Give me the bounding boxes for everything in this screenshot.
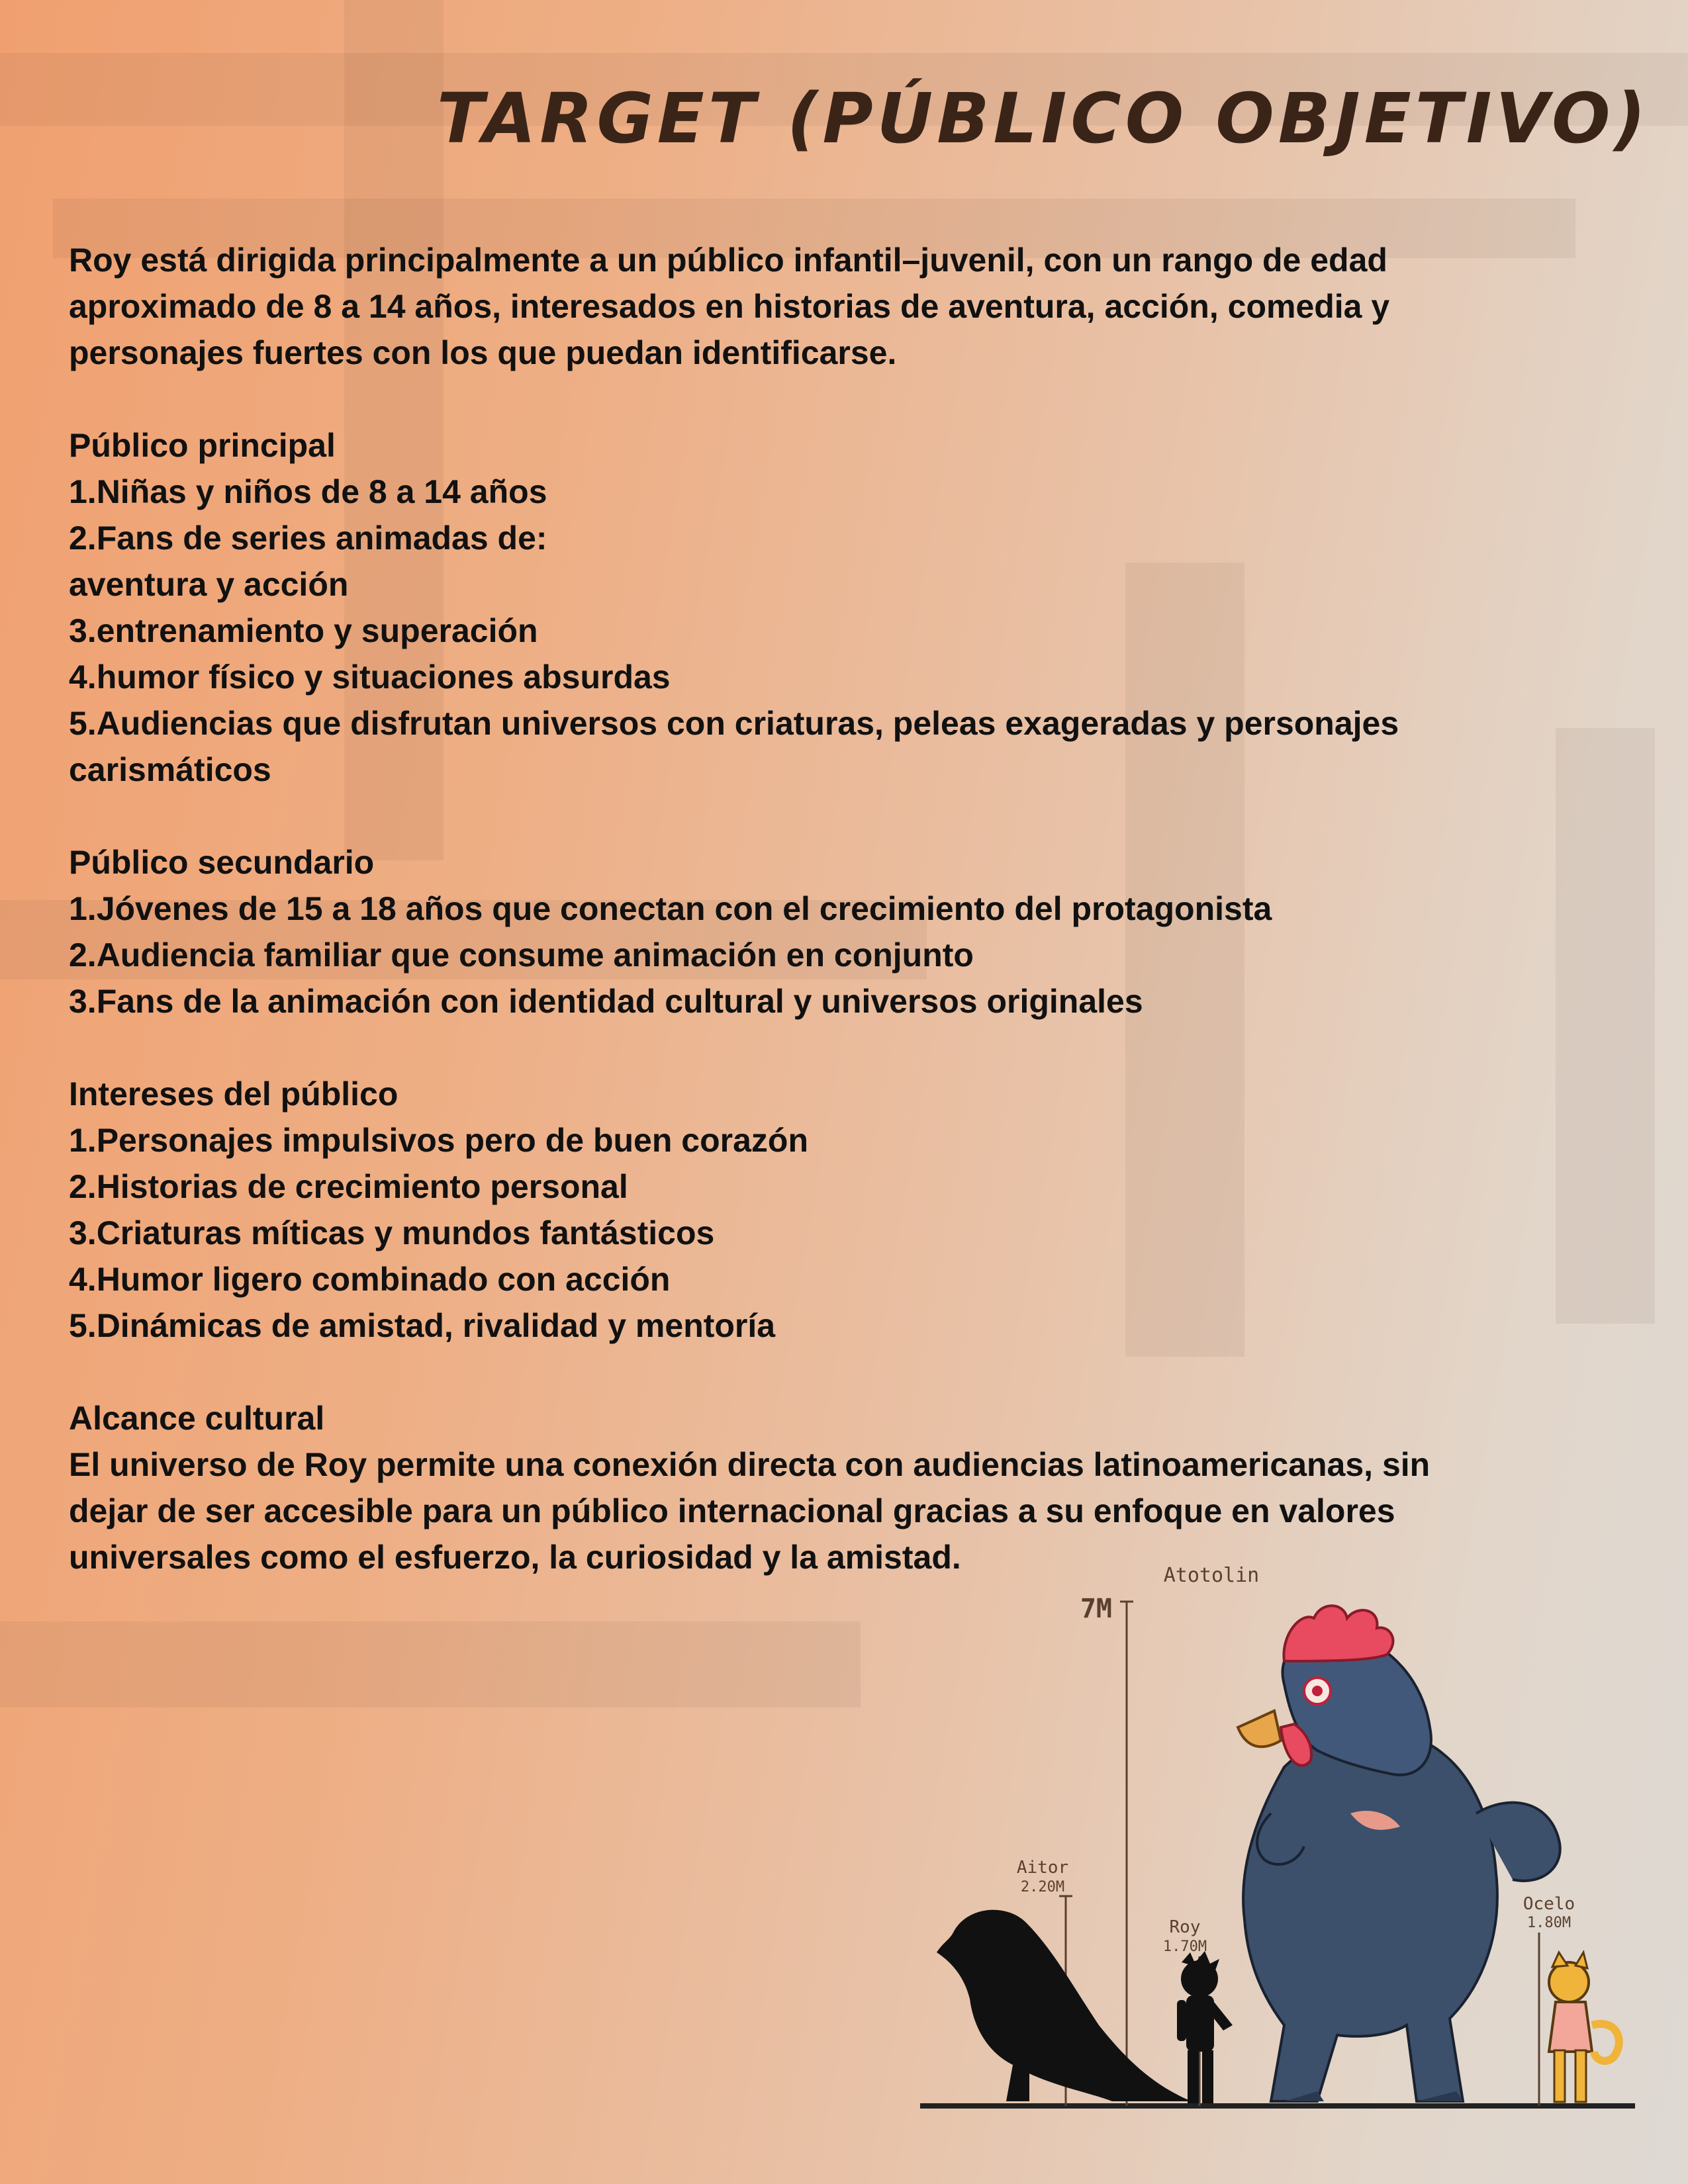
character-name-ocelo: Ocelo <box>1523 1894 1575 1914</box>
character-height-ocelo: 1.80M <box>1526 1915 1571 1931</box>
paragraph-line: El universo de Roy permite una conexión directa con audiencias latinoamericanas, sin <box>69 1446 1430 1483</box>
roy-silhouette <box>1177 1951 1233 2103</box>
character-name-atotolin: Atotolin <box>1163 1564 1260 1587</box>
section-heading: Intereses del público <box>69 1075 399 1113</box>
list-item: 3.Criaturas míticas y mundos fantásticos <box>69 1214 715 1251</box>
section-heading: Alcance cultural <box>69 1400 325 1437</box>
list-item: 2.Audiencia familiar que consume animación en conjunto <box>69 936 974 974</box>
list-item: 5.Audiencias que disfrutan universos con criaturas, peleas exageradas y personajes <box>69 705 1399 742</box>
character-height-aitor: 2.20M <box>1020 1879 1065 1895</box>
paragraph-line: universales como el esfuerzo, la curiosidad y la amistad. <box>69 1539 961 1576</box>
intro-paragraph <box>69 237 1591 376</box>
list-item: 5.Dinámicas de amistad, rivalidad y mentoría <box>69 1307 776 1344</box>
ocelo-illustration <box>1549 1952 1619 2102</box>
section-alcance-cultural <box>69 1395 1591 1580</box>
list-item: aventura y acción <box>69 566 349 603</box>
section-publico-secundario <box>69 839 1591 1024</box>
section-heading: Público secundario <box>69 844 375 881</box>
intro-line: Roy está dirigida principalmente a un público infantil–juvenil, con un rango de edad <box>69 242 1387 279</box>
list-item: 4.Humor ligero combinado con acción <box>69 1261 671 1298</box>
section-intereses <box>69 1071 1591 1349</box>
paragraph-line: dejar de ser accesible para un público internacional gracias a su enfoque en valores <box>69 1492 1395 1529</box>
list-item: 4.humor físico y situaciones absurdas <box>69 659 671 696</box>
atotolin-rooster-illustration <box>1238 1606 1560 2101</box>
aitor-silhouette <box>937 1910 1192 2101</box>
scale-label: 7M <box>1080 1594 1112 1624</box>
character-name-roy: Roy <box>1169 1917 1201 1937</box>
list-item: carismáticos <box>69 751 271 788</box>
list-item: 2.Historias de crecimiento personal <box>69 1168 628 1205</box>
list-item: 3.Fans de la animación con identidad cultural y universos originales <box>69 983 1143 1020</box>
list-item: 1.Jóvenes de 15 a 18 años que conectan con el crecimiento del protagonista <box>69 890 1272 927</box>
section-heading: Público principal <box>69 427 336 464</box>
intro-line: aproximado de 8 a 14 años, interesados en historias de aventura, acción, comedia y <box>69 288 1390 325</box>
list-item: 2.Fans de series animadas de: <box>69 520 547 557</box>
character-size-chart <box>914 1562 1648 2144</box>
intro-line: personajes fuertes con los que puedan identificarse. <box>69 334 897 371</box>
character-height-roy: 1.70M <box>1162 1938 1207 1955</box>
page-title: TARGET (PÚBLICO OBJETIVO) <box>437 78 1650 159</box>
list-item: 3.entrenamiento y superación <box>69 612 538 649</box>
list-item: 1.Niñas y niños de 8 a 14 años <box>69 473 547 510</box>
character-name-aitor: Aitor <box>1016 1858 1069 1878</box>
section-publico-principal <box>69 422 1591 793</box>
list-item: 1.Personajes impulsivos pero de buen corazón <box>69 1122 808 1159</box>
document-body <box>69 237 1591 1580</box>
